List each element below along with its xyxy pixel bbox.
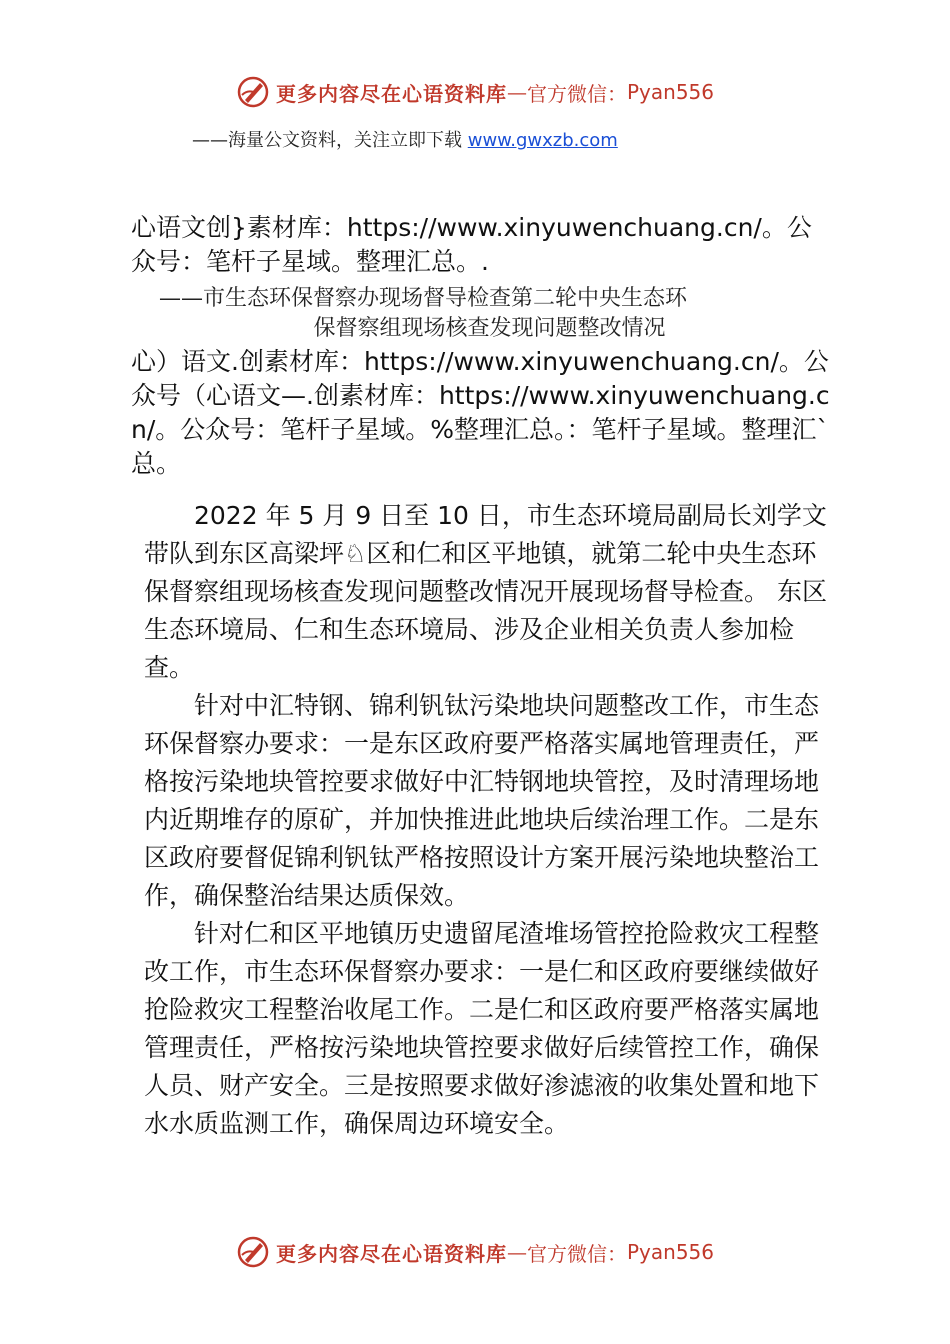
pen-circle-logo-icon bbox=[236, 75, 270, 109]
download-link[interactable]: www.gwxzb.com bbox=[467, 130, 618, 151]
banner-wechat-label: 官方微信： bbox=[526, 1241, 627, 1266]
banner-wechat-id: Pyan556 bbox=[626, 1240, 714, 1264]
document-title bbox=[131, 284, 836, 344]
footer-banner bbox=[0, 1232, 950, 1272]
banner-wechat-id: Pyan556 bbox=[626, 80, 714, 104]
pen-circle-logo-icon bbox=[236, 1235, 270, 1269]
watermark-paragraph-2: 心）语文.创素材库：https://www.xinyuwenchuang.cn/。公众号（心语文—.创素材库：https://www.xinyuwenchuang.cn/。公众号：笔杆子星域。%整理汇总。：笔杆子星域。整理汇`总。 bbox=[131, 347, 830, 478]
banner-separator: — bbox=[506, 1240, 527, 1264]
title-line-1: ——市生态环保督察办现场督导检查第二轮中央生态环 bbox=[159, 286, 688, 311]
header-banner bbox=[0, 72, 950, 112]
subline-text: ——海量公文资料，关注立即下载 bbox=[192, 130, 468, 151]
banner-separator: — bbox=[506, 80, 527, 104]
banner-text: 更多内容尽在心语资料库 bbox=[275, 81, 507, 106]
banner-text: 更多内容尽在心语资料库 bbox=[275, 1241, 507, 1266]
body-paragraph-3: 针对仁和区平地镇历史遗留尾渣堆场管控抢险救灾工程整改工作，市生态环保督察办要求：一是仁和区政府要继续做好抢险救灾工程整治收尾工作。二是仁和区政府要严格落实属地管理责任，严格按污染地块管控要求做好后续管控工作，确保人员、财产安全。三是按照要求做好渗滤液的收集处置和地下水水质监测工作，确保周边环境安全。 bbox=[144, 919, 820, 1138]
body-paragraph-1: 2022 年 5 月 9 日至 10 日，市生态环境局副局长刘学文带队到东区高梁坪♘区和仁和区平地镇，就第二轮中央生态环保督察组现场核查发现问题整改情况开展现场督导检查。 东区生态环境局、仁和生态环境局、涉及企业相关负责人参加检查。 bbox=[144, 501, 827, 682]
download-subline bbox=[192, 126, 618, 152]
body-paragraph-2: 针对中汇特钢、锦利钒钛污染地块问题整改工作，市生态环保督察办要求：一是东区政府要严格落实属地管理责任，严格按污染地块管控要求做好中汇特钢地块管控，及时清理场地内近期堆存的原矿，并加快推进此地块后续治理工作。二是东区政府要督促锦利钒钛严格按照设计方案开展污染地块整治工作，确保整治结果达质保效。 bbox=[144, 691, 820, 910]
watermark-paragraph-1: 心语文创}素材库：https://www.xinyuwenchuang.cn/。公众号：笔杆子星域。整理汇总。. bbox=[131, 213, 812, 276]
title-line-2: 保督察组现场核查发现问题整改情况 bbox=[313, 316, 666, 341]
banner-wechat-label: 官方微信： bbox=[526, 81, 627, 106]
